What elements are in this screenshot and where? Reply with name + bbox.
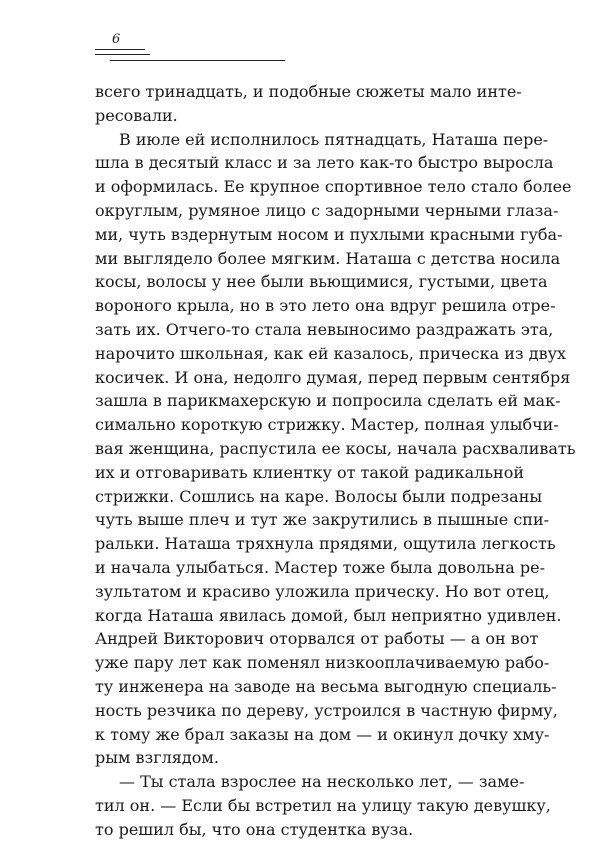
text-line: и начала улыбаться. Мастер тоже была довольна ре- (95, 557, 545, 577)
text-line: ральки. Наташа тряхнула прядями, ощутила легкость (95, 534, 556, 554)
text-line: В июле ей исполнилось пятнадцать, Наташа пере- (119, 129, 549, 149)
text-line: рым взглядом. (95, 748, 219, 768)
text-line: то решил бы, что она студентка вуза. (95, 819, 414, 839)
text-line: ресовали. (95, 105, 178, 125)
header-rule-short (95, 49, 145, 50)
text-line: когда Наташа явилась домой, был неприятно удивлен. (95, 605, 562, 625)
text-line: — Ты стала взрослее на несколько лет, — заме- (119, 772, 525, 792)
text-line: симально короткую стрижку. Мастер, полная улыбчи- (95, 415, 559, 435)
text-line: чуть выше плеч и тут же закрутились в пышные спи- (95, 510, 550, 530)
header-rule-middle (95, 54, 150, 55)
text-line: зать их. Отчего-то стала невыносимо раздражать эта, (95, 319, 554, 339)
text-line: зашла в парикмахерскую и попросила сделать ей мак- (95, 391, 561, 411)
text-line: уже пару лет как поменял низкооплачиваемую рабо- (95, 653, 550, 673)
text-line: нарочито школьная, как ей казалось, прическа из двух (95, 343, 567, 363)
text-line: их и отговаривать клиентку от такой радикальной (95, 462, 524, 482)
text-line: ность резчика по дереву, устроился в частную фирму, (95, 700, 558, 720)
text-line: всего тринадцать, и подобные сюжеты мало инте- (95, 82, 522, 101)
text-line: Андрей Викторович оторвался от работы — а он вот (95, 629, 539, 649)
text-line: шла в десятый класс и за лето как-то быстро выросла (95, 153, 554, 173)
text-line: стрижки. Сошлись на каре. Волосы были подрезаны (95, 486, 543, 506)
text-line: косичек. И она, недолго думая, перед первым сентября (95, 367, 571, 387)
text-line: ми, чуть вздернутым носом и пухлыми красными губа- (95, 224, 563, 244)
text-line: к тому же брал заказы на дом — и окинул дочку хму- (95, 724, 550, 744)
header-rule-long (110, 60, 285, 61)
text-line: косы, волосы у нее были вьющимися, густыми, цвета (95, 272, 548, 292)
body-text (95, 80, 576, 842)
text-line: и оформилась. Ее крупное спортивное тело стало более (95, 177, 572, 197)
text-line: вая женщина, распустила ее косы, начала расхваливать (95, 438, 576, 458)
page-number: 6 (112, 32, 121, 47)
text-line: округлым, румяное лицо с задорными черными глаза- (95, 200, 559, 220)
text-line: вороного крыла, но в это лето она вдруг решила отре- (95, 296, 556, 316)
page-header (95, 32, 515, 72)
text-line: ту инженера на заводе на весьма выгодную специаль- (95, 676, 557, 696)
text-line: ми выглядело более мягким. Наташа с детства носила (95, 248, 561, 268)
text-line: зультатом и красиво уложила прическу. Но вот отец, (95, 581, 550, 601)
text-line: тил он. — Если бы встретил на улицу такую девушку, (95, 795, 551, 815)
